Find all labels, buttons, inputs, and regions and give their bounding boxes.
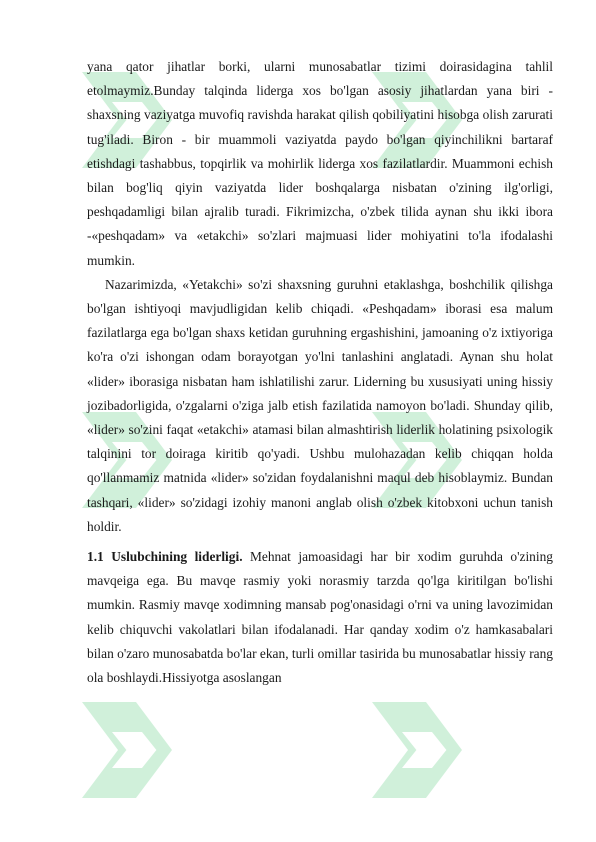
section-heading: 1.1 Uslubchining liderligi.: [87, 549, 243, 565]
paragraph-3: [87, 545, 553, 690]
watermark-logo-icon: [360, 690, 480, 810]
document-body: [87, 55, 553, 690]
paragraph-1: yana qator jihatlar borki, ularni munosabatlar tizimi doirasidagina tahlil etolmaymiz.Bunday talqinda liderga xos bo'lgan asosiy jihatlardan yana biri - shaxsning vaziyatga muvofiq ravishda harakat qilish qobiliyatini hisobga olish zarurati tug'iladi. Biron - bir muammoli vaziyatda paydo bo'lgan qiyinchilikni bartaraf etishdagi tashabbus, topqirlik va mohirlik liderga xos fazilatlardir. Muammoni echish bilan bog'liq qiyin vaziyatda lider boshqalarga nisbatan o'zining ilg'orligi, peshqadamligi bilan ajralib turadi. Fikrimizcha, o'zbek tilida aynan shu ikki ibora -«peshqadam» va «etakchi» so'zlari majmuasi lider mohiyatini to'la ifodalashi mumkin.: [87, 59, 553, 268]
paragraph-3-body: Mehnat jamoasidagi har bir xodim guruhda o'zining mavqeiga ega. Bu mavqe rasmiy yoki norasmiy tarzda qo'lga kiritilgan bo'lishi mumkin. Rasmiy mavqe xodimning mansab pog'onasidagi o'rni va uning lavozimidan kelib chiquvchi vakolatlari bilan ifodalanadi. Har qanday xodim o'z hamkasabalari bilan o'zaro munosabatda bo'lar ekan, turli omillar tasirida bu munosabatlar hissiy rang ola boshlaydi.Hissiyotga asoslangan: [87, 549, 553, 686]
paragraph-2: Nazarimizda, «Yetakchi» so'zi shaxsning guruhni etaklashga, boshchilik qilishga bo'lgan ishtiyoqi mavjudligidan kelib chiqadi. «Peshqadam» iborasi esa malum fazilatlarga ega bo'lgan shaxs ketidan guruhning ergashishini, jamoaning o'z ixtiyoriga ko'ra o'zi ishongan odam borayotgan yo'lni tanlashini anglatadi. Aynan shu holat «lider» iborasiga nisbatan ham ishlatilishi zarur. Liderning bu xususiyati uning hissiy jozibadorligida, o'zgalarni o'ziga jalb etish fazilatida namoyon bo'ladi. Shunday qilib, «lider» so'zini faqat «etakchi» atamasi bilan almashtirish liderlik holatining psixologik talqinini tor doiraga kiritib qo'yadi. Ushbu mulohazadan kelib chiqqan holda qo'llanmamiz matnida «lider» so'zidan foydalanishni maqul deb hisoblaymiz. Bundan tashqari, «lider» so'zidagi izohiy manoni anglab olish o'zbek kitobxoni uchun tanish holdir.: [87, 276, 553, 534]
watermark-logo-icon: [70, 690, 190, 810]
